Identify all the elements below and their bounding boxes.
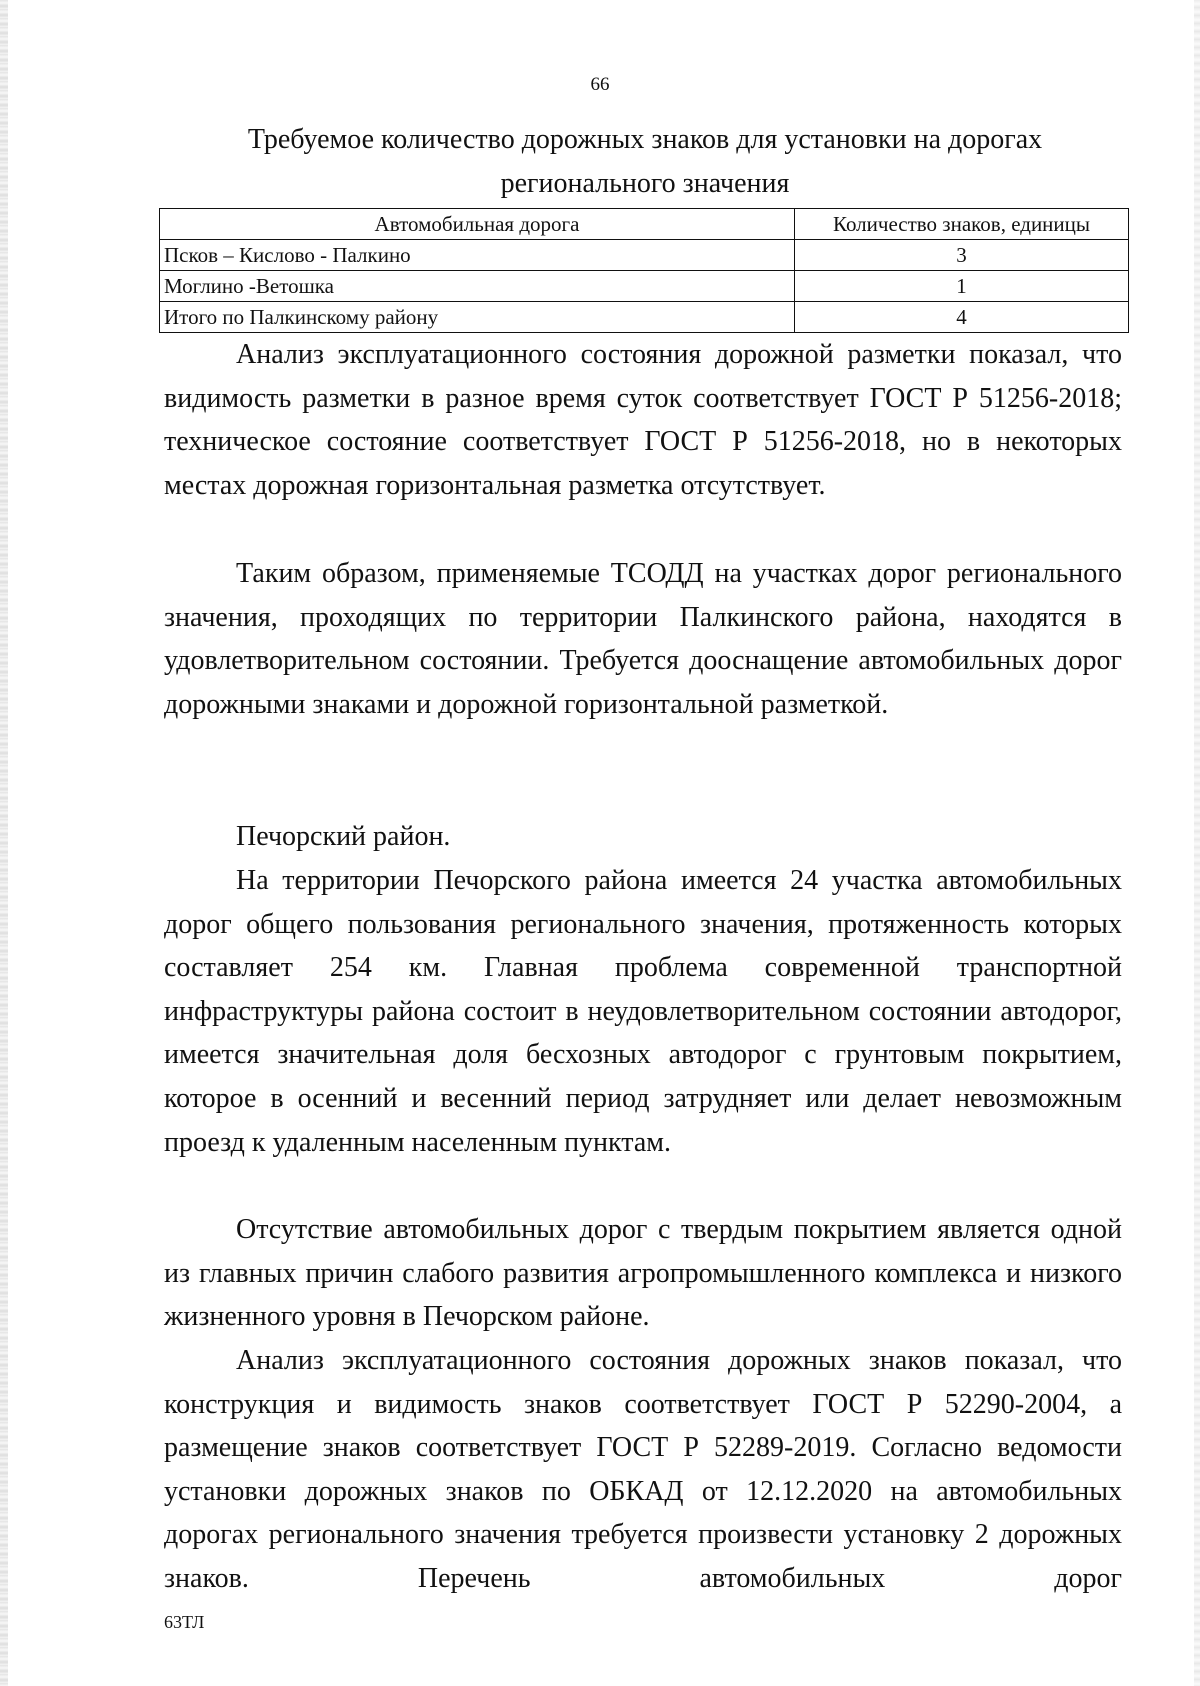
heading-text: Печорский район. — [236, 821, 451, 852]
paragraph-text: На территории Печорского района имеется 24 участка автомобильных дорог общего пользования регионального значения, протяженность которых составляет 254 км. Главная проблема современной транспортной инфраструктуры района состоит в неудовлетворительном состоянии автодорог, имеется значительная доля бесхозных автодорог с грунтовым покрытием, которое в осенний и весенний период затрудняет или делает невозможным проезд к удаленным населенным пунктам. — [164, 865, 1122, 1158]
page-number: 66 — [590, 74, 610, 95]
paragraph-text: Отсутствие автомобильных дорог с твердым покрытием является одной из главных причин слабого развития агропромышленного комплекса и низкого жизненного уровня в Печорском районе. — [164, 1214, 1122, 1333]
cell-road: Итого по Палкинскому району — [160, 302, 795, 333]
scan-edge-right — [1194, 0, 1200, 1686]
road-signs-table — [159, 208, 1129, 333]
cell-count: 1 — [795, 271, 1129, 302]
paragraph-text: Таким образом, применяемые ТСОДД на участках дорог регионального значения, проходящих по территории Палкинского района, находятся в удовлетворительном состоянии. Требуется дооснащение автомобильных дорог дорожными знаками и дорожной горизонтальной разметкой. — [164, 558, 1122, 720]
paragraph-pechory-roads — [164, 859, 1122, 1164]
footer-code: 63ТЛ — [164, 1612, 205, 1632]
paragraph-text: Анализ эксплуатационного состояния дорожной разметки показал, что видимость разметки в разное время суток соответствует ГОСТ Р 51256-2018; техническое состояние соответствует ГОСТ Р 51256-2018, но в некоторых местах дорожная горизонтальная разметка отсутствует. — [164, 339, 1122, 501]
cell-count: 3 — [795, 240, 1129, 271]
table-title: Требуемое количество дорожных знаков для установки на дорогах регионального значения — [247, 124, 1043, 199]
header-count: Количество знаков, единицы — [795, 209, 1129, 240]
header-road: Автомобильная дорога — [160, 209, 795, 240]
paragraph-signs-analysis — [164, 1339, 1122, 1601]
cell-road: Моглино -Ветошка — [160, 271, 795, 302]
table-row — [160, 240, 1129, 271]
table-header-row — [160, 209, 1129, 240]
cell-road: Псков – Кислово - Палкино — [160, 240, 795, 271]
paragraph-markings-analysis — [164, 333, 1122, 507]
table-row-total — [160, 302, 1129, 333]
scan-edge-left — [0, 0, 8, 1686]
cell-count: 4 — [795, 302, 1129, 333]
section-heading — [164, 815, 1122, 859]
paragraph-text: Анализ эксплуатационного состояния дорожных знаков показал, что конструкция и видимость знаков соответствует ГОСТ Р 52290-2004, а размещение знаков соответствует ГОСТ Р 52289-2019. Согласно ведомости установки дорожных знаков по ОБКАД от 12.12.2020 на автомобильных дорогах регионального значения требуется произвести установку 2 дорожных знаков. Перечень автомобильных дорог — [164, 1345, 1122, 1594]
paragraph-conclusion — [164, 552, 1122, 726]
table-row — [160, 271, 1129, 302]
paragraph-hard-surface — [164, 1208, 1122, 1339]
